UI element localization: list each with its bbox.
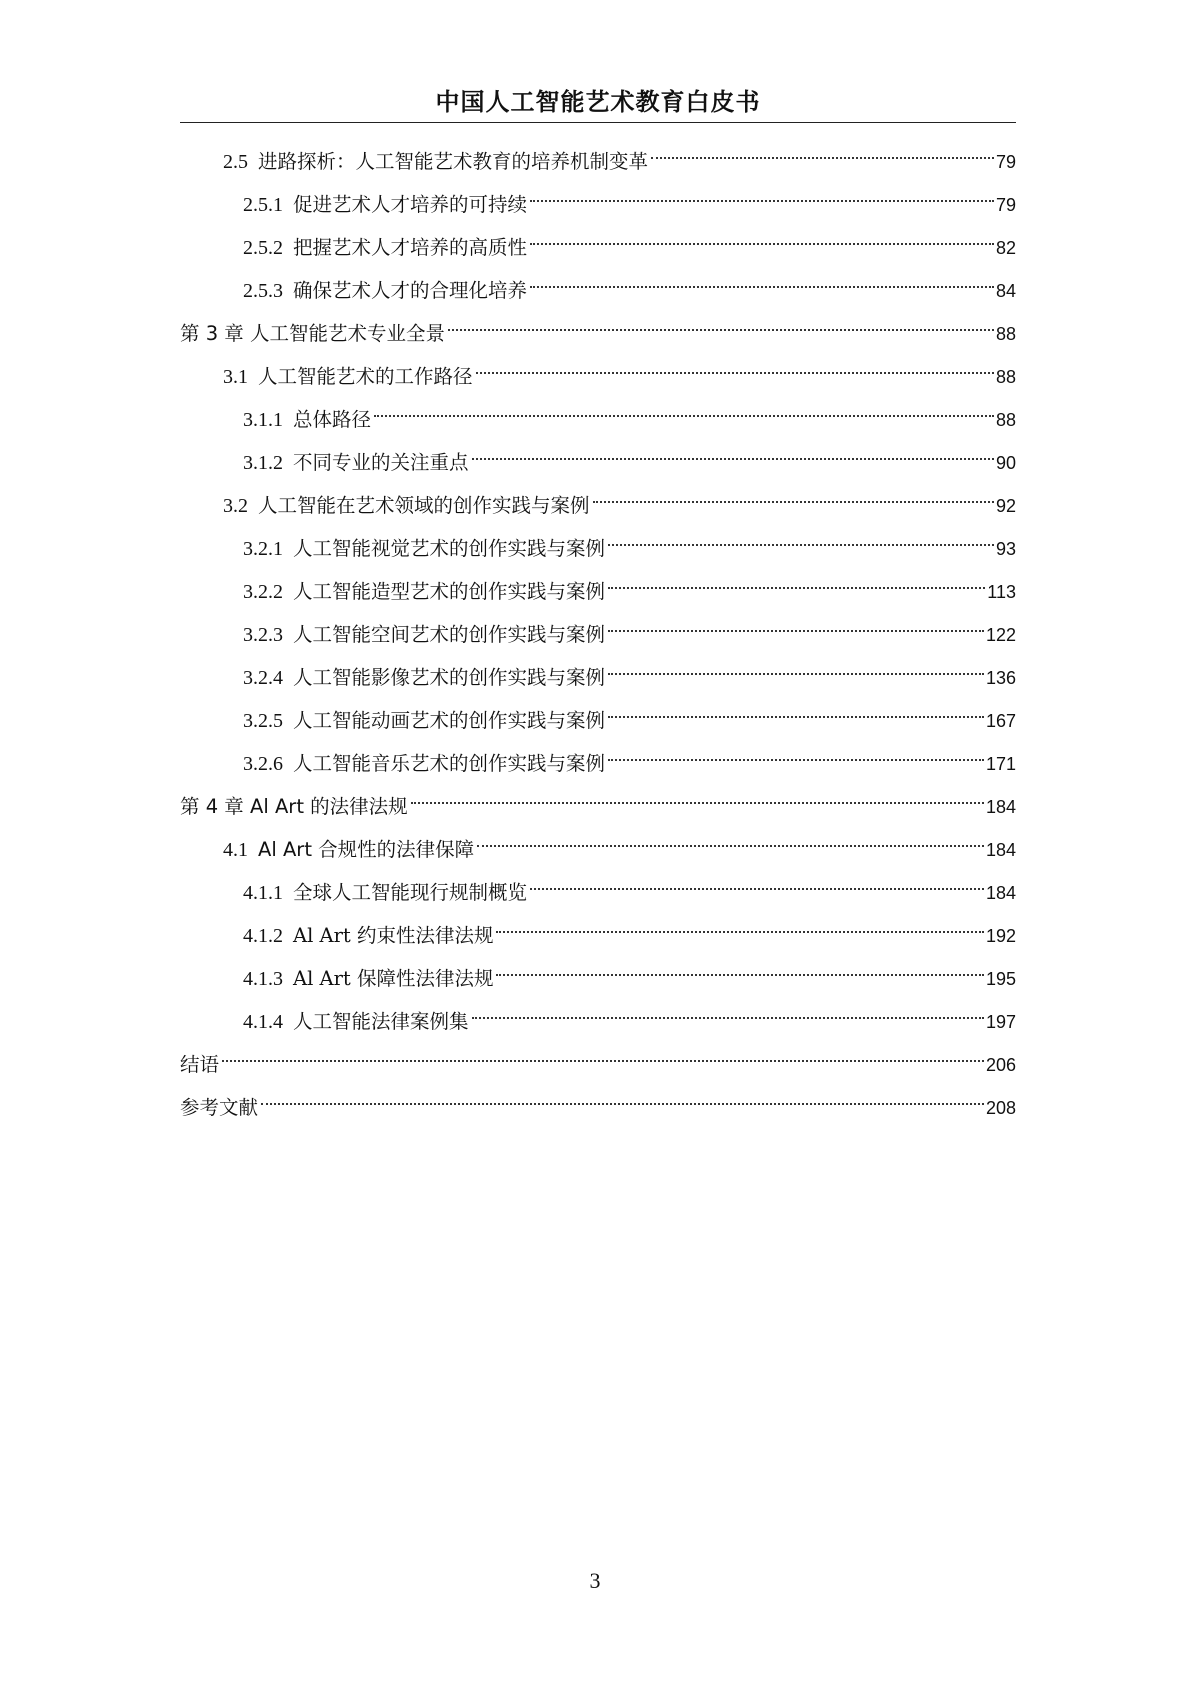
toc-dot-leader — [496, 929, 983, 933]
toc-dot-leader — [374, 413, 994, 417]
toc-entry[interactable] — [180, 226, 1016, 269]
toc-entry-title: 人工智能动画艺术的创作实践与案例 — [293, 709, 606, 732]
toc-entry[interactable] — [180, 183, 1016, 226]
toc-entry[interactable] — [180, 1086, 1016, 1129]
toc-entry-page: 88 — [995, 410, 1016, 430]
toc-entry[interactable] — [180, 398, 1016, 441]
toc-entry-number: 2.5.3 — [243, 280, 283, 302]
toc-entry-title: 结语 — [180, 1053, 220, 1076]
toc-entry-page: 136 — [985, 668, 1016, 688]
toc-entry-page: 82 — [995, 238, 1016, 258]
page-footer — [0, 1568, 1190, 1594]
toc-entry[interactable] — [180, 1000, 1016, 1043]
toc-entry-number: 3.2.4 — [243, 667, 283, 689]
document-title: 中国人工智能艺术教育白皮书 — [435, 88, 761, 116]
toc-entry-page: 208 — [985, 1098, 1016, 1118]
toc-dot-leader — [608, 542, 994, 546]
toc-entry-title: Al Art 约束性法律法规 — [293, 924, 494, 947]
toc-entry-number: 3.2.3 — [243, 624, 283, 646]
toc-entry-page: 88 — [995, 367, 1016, 387]
table-of-contents — [180, 140, 1016, 1129]
toc-entry-page: 171 — [985, 754, 1016, 774]
toc-dot-leader — [261, 1101, 984, 1105]
toc-dot-leader — [593, 499, 994, 503]
toc-entry-page: 167 — [985, 711, 1016, 731]
toc-entry-title: 确保艺术人才的合理化培养 — [293, 279, 528, 302]
toc-dot-leader — [472, 456, 994, 460]
toc-dot-leader — [608, 628, 984, 632]
toc-entry-title: 人工智能法律案例集 — [293, 1010, 469, 1033]
toc-entry-number: 2.5.2 — [243, 237, 283, 259]
toc-entry-page: 79 — [995, 152, 1016, 172]
toc-entry-title: 参考文献 — [180, 1096, 259, 1119]
page-number: 3 — [589, 1568, 601, 1593]
toc-entry-page: 113 — [987, 582, 1016, 602]
toc-dot-leader — [530, 886, 984, 890]
toc-entry[interactable] — [180, 1043, 1016, 1086]
toc-dot-leader — [222, 1058, 984, 1062]
toc-entry-title: 全球人工智能现行规制概览 — [293, 881, 528, 904]
toc-entry-number: 4.1.3 — [243, 968, 283, 990]
toc-entry-title: 人工智能视觉艺术的创作实践与案例 — [293, 537, 606, 560]
toc-entry[interactable] — [180, 957, 1016, 1000]
toc-entry[interactable] — [180, 656, 1016, 699]
toc-dot-leader — [530, 241, 994, 245]
toc-entry-number: 2.5 — [223, 151, 248, 173]
toc-entry[interactable] — [180, 312, 1016, 355]
toc-entry-title: 人工智能空间艺术的创作实践与案例 — [293, 623, 606, 646]
toc-entry[interactable] — [180, 269, 1016, 312]
toc-entry-number: 3.2 — [223, 495, 248, 517]
toc-dot-leader — [496, 972, 983, 976]
toc-entry[interactable] — [180, 871, 1016, 914]
toc-entry[interactable] — [180, 914, 1016, 957]
toc-entry-number: 4.1 — [223, 839, 248, 861]
toc-entry-page: 192 — [985, 926, 1016, 946]
toc-entry-number: 4.1.1 — [243, 882, 283, 904]
toc-dot-leader — [651, 155, 994, 159]
toc-entry-page: 122 — [985, 625, 1016, 645]
toc-entry-page: 93 — [995, 539, 1016, 559]
toc-dot-leader — [530, 284, 994, 288]
toc-entry-title: 人工智能艺术的工作路径 — [258, 365, 473, 388]
toc-entry[interactable] — [180, 441, 1016, 484]
toc-entry[interactable] — [180, 785, 1016, 828]
toc-entry-title: Al Art 保障性法律法规 — [293, 967, 494, 990]
toc-entry-number: 2.5.1 — [243, 194, 283, 216]
toc-entry-title: 人工智能音乐艺术的创作实践与案例 — [293, 752, 606, 775]
toc-entry-page: 195 — [985, 969, 1016, 989]
toc-entry[interactable] — [180, 527, 1016, 570]
toc-entry[interactable] — [180, 355, 1016, 398]
toc-entry-number: 3.1.2 — [243, 452, 283, 474]
toc-entry-title: 第 3 章 人工智能艺术专业全景 — [180, 322, 446, 345]
toc-entry-page: 92 — [995, 496, 1016, 516]
toc-entry[interactable] — [180, 484, 1016, 527]
toc-entry-title: 进路探析：人工智能艺术教育的培养机制变革 — [258, 150, 649, 173]
toc-dot-leader — [530, 198, 994, 202]
page-header — [180, 84, 1016, 123]
toc-entry-page: 184 — [985, 883, 1016, 903]
toc-dot-leader — [472, 1015, 984, 1019]
toc-entry-number: 4.1.2 — [243, 925, 283, 947]
toc-entry-page: 90 — [995, 453, 1016, 473]
toc-entry[interactable] — [180, 742, 1016, 785]
toc-entry-page: 79 — [995, 195, 1016, 215]
toc-entry-title: 人工智能在艺术领域的创作实践与案例 — [258, 494, 590, 517]
toc-entry-title: 把握艺术人才培养的高质性 — [293, 236, 528, 259]
toc-entry-page: 197 — [985, 1012, 1016, 1032]
toc-entry-title: 不同专业的关注重点 — [293, 451, 469, 474]
toc-entry-number: 3.2.5 — [243, 710, 283, 732]
toc-entry[interactable] — [180, 570, 1016, 613]
toc-dot-leader — [476, 370, 994, 374]
toc-entry-title: 总体路径 — [293, 408, 372, 431]
toc-entry-number: 3.1.1 — [243, 409, 283, 431]
toc-entry[interactable] — [180, 828, 1016, 871]
toc-entry-title: 促进艺术人才培养的可持续 — [293, 193, 528, 216]
toc-dot-leader — [608, 757, 984, 761]
toc-dot-leader — [608, 671, 984, 675]
toc-entry[interactable] — [180, 699, 1016, 742]
toc-dot-leader — [608, 714, 984, 718]
toc-entry-title: 人工智能影像艺术的创作实践与案例 — [293, 666, 606, 689]
toc-dot-leader — [608, 585, 985, 589]
toc-dot-leader — [448, 327, 994, 331]
toc-entry-number: 3.2.1 — [243, 538, 283, 560]
toc-entry-number: 4.1.4 — [243, 1011, 283, 1033]
toc-entry-page: 84 — [995, 281, 1016, 301]
toc-entry-title: 人工智能造型艺术的创作实践与案例 — [293, 580, 606, 603]
toc-entry-page: 184 — [985, 797, 1016, 817]
toc-dot-leader — [477, 843, 984, 847]
toc-entry-page: 184 — [985, 840, 1016, 860]
toc-entry-number: 3.2.6 — [243, 753, 283, 775]
toc-entry-number: 3.1 — [223, 366, 248, 388]
toc-entry-number: 3.2.2 — [243, 581, 283, 603]
toc-entry-page: 88 — [995, 324, 1016, 344]
toc-entry[interactable] — [180, 140, 1016, 183]
toc-entry[interactable] — [180, 613, 1016, 656]
toc-entry-title: 第 4 章 Al Art 的法律法规 — [180, 795, 408, 818]
toc-dot-leader — [411, 800, 984, 804]
toc-entry-title: Al Art 合规性的法律保障 — [258, 838, 475, 861]
toc-entry-page: 206 — [985, 1055, 1016, 1075]
